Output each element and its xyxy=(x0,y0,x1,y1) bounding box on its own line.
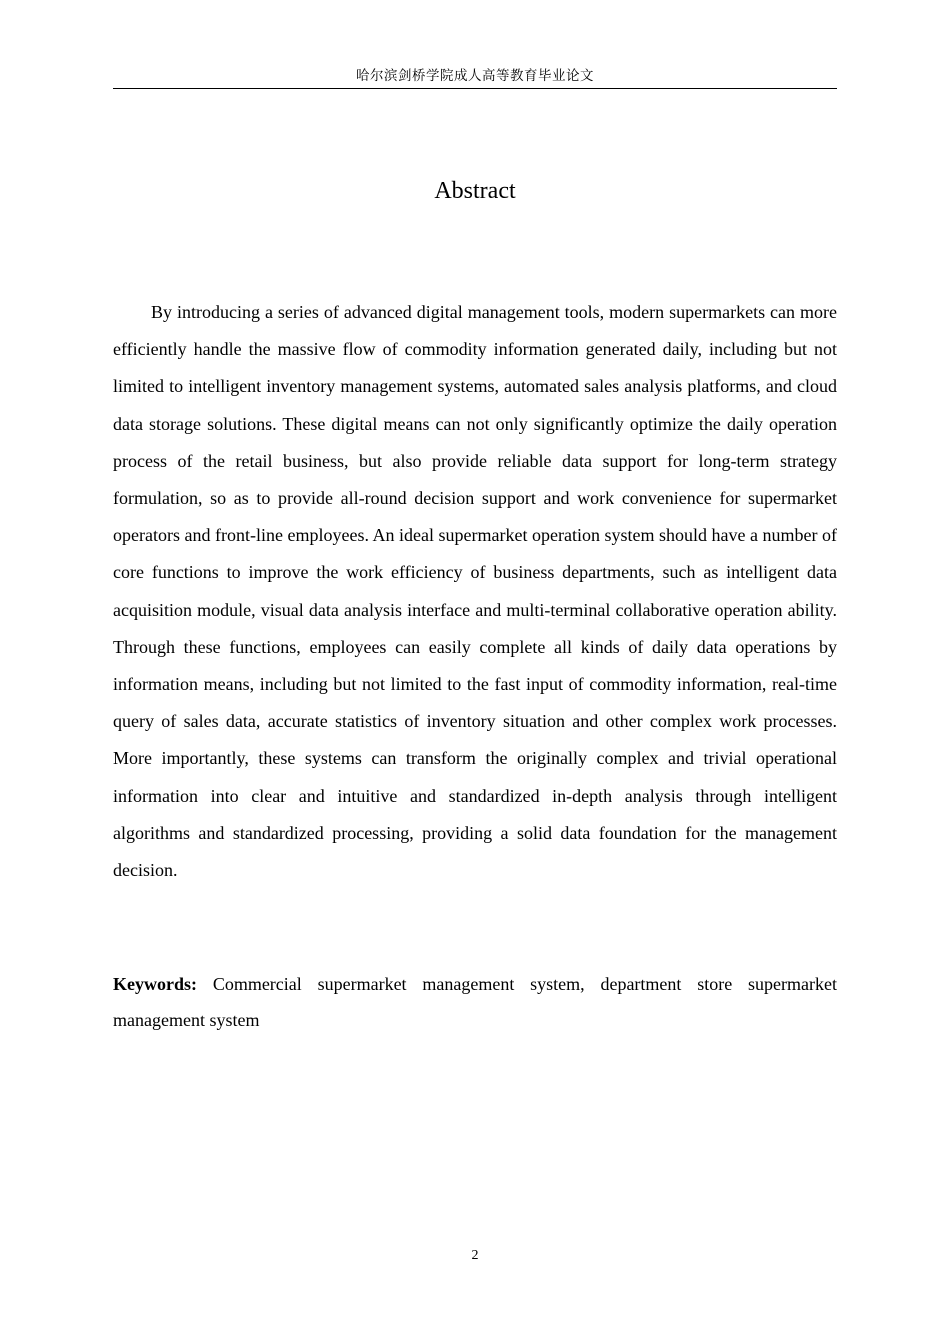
running-header: 哈尔滨剑桥学院成人高等教育毕业论文 xyxy=(356,68,594,84)
keywords-text: Commercial supermarket management system, department store supermarket management system xyxy=(113,974,837,1030)
keywords-label: Keywords: xyxy=(113,974,197,994)
header-rule xyxy=(113,88,837,89)
abstract-body: By introducing a series of advanced digital management tools, modern supermarkets can more efficiently handle the massive flow of commodity information generated daily, including but not limited to intelligent inventory management systems, automated sales analysis platforms, and cloud data storage solutions. These digital means can not only significantly optimize the daily operation process of the retail business, but also provide reliable data support for long-term strategy formulation, so as to provide all-round decision support and work convenience for supermarket operators and front-line employees. An ideal supermarket operation system should have a number of core functions to improve the work efficiency of business departments, such as intelligent data acquisition module, visual data analysis interface and multi-terminal collaborative operation ability. Through these functions, employees can easily complete all kinds of daily data operations by information means, including but not limited to the fast input of commodity information, real-time query of sales data, accurate statistics of inventory situation and other complex work processes. More importantly, these systems can transform the originally complex and trivial operational information into clear and intuitive and standardized in-depth analysis through intelligent algorithms and standardized processing, providing a solid data foundation for the management decision. xyxy=(113,302,837,881)
page-number: 2 xyxy=(471,1248,479,1263)
page-title: Abstract xyxy=(434,178,516,204)
keywords-paragraph xyxy=(113,966,837,1038)
